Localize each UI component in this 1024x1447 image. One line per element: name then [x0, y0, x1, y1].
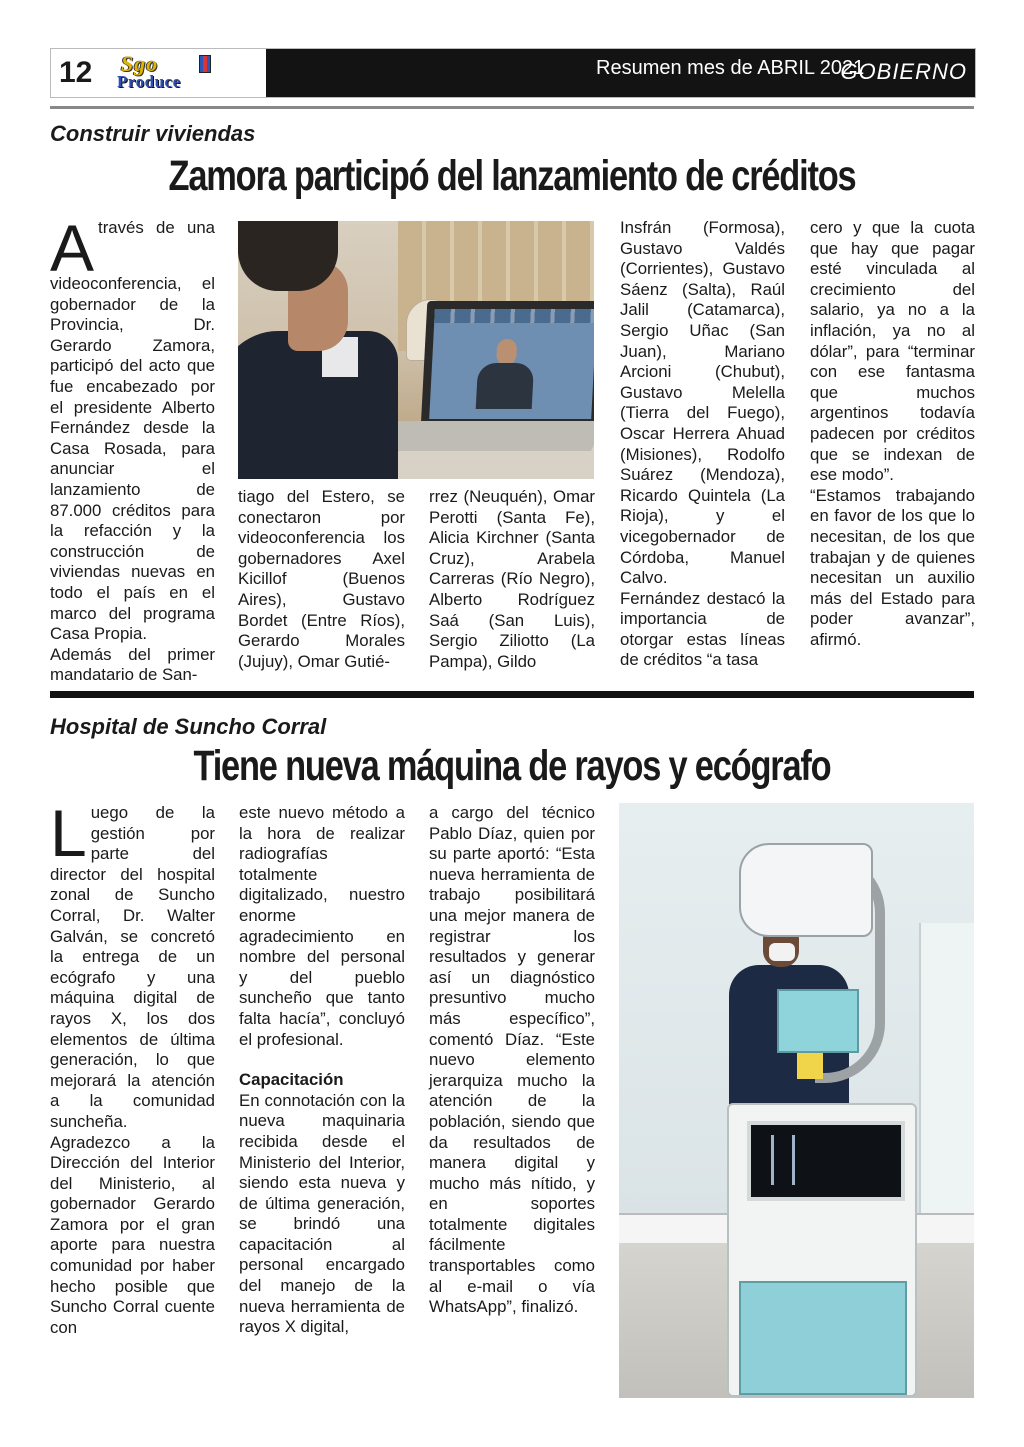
photo1-speaker: [476, 339, 536, 409]
article2-col2-p2: En connotación con la nueva maquinaria recibida desde el Ministerio del Interior, siendo esta nueva y de última generación, se brindó una capacitación al personal encargado del manejo de la nueva herramienta de rayos X digital,: [239, 1090, 405, 1337]
photo2-detector-panel: [739, 1281, 907, 1395]
page-number: 12: [59, 56, 93, 89]
article1-kicker: Construir viviendas: [50, 121, 256, 146]
photo2-xray-tube: [739, 843, 873, 937]
article1-col5-p1: cero y que la cuota que hay que pagar esté vinculada al crecimiento del salario, ya no a la inflación, ya no al dólar”, para “terminar con ese fantasma que muchos argentinos todavía padecen por créditos que se indexan de ese modo”.: [810, 218, 975, 485]
article1-col4-p1: Insfrán (Formosa), Gustavo Valdés (Corrientes), Gustavo Sáenz (Salta), Raúl Jalil (Catamarca), Sergio Uñac (San Juan), Mariano Arcioni (Chubut), Gustavo Melella (Tierra del Fuego), Oscar Herrera Ahuad (Misiones), Rodolfo Suárez (Mendoza), Ricardo Quintela (La Rioja), y el vicegobernador de Córdoba, Manuel Calvo.: [620, 218, 785, 588]
xray-machine-photo: [619, 803, 974, 1398]
logo-bottom-text: Produce: [117, 72, 181, 91]
header-left-block: [51, 49, 266, 97]
article2-headline: Tiene nueva máquina de rayos y ecógrafo: [193, 742, 831, 790]
photo1-laptop: [421, 301, 594, 429]
article2-col1-lead: uego de la gestión por parte del director del hospital zonal de Suncho Corral, Dr. Walter Galván, se concretó la entrega de un ecógrafo y una máquina digital de rayos X, los dos elementos de última generación, lo que mejorará la atención a la comunidad sunchеña.: [50, 803, 215, 1131]
article2-col2-p1: este nuevo método a la hora de realizar radiografías totalmente digitalizado, nuestro enorme agradecimiento en nombre del personal y del pueblo sunchеño que tanto falta hacía”, concluyó el profesional.: [239, 803, 405, 1049]
header-rule: [50, 106, 974, 109]
article2-kicker: Hospital de Suncho Corral: [50, 714, 327, 739]
issue-date: Resumen mes de ABRIL 2021: [596, 57, 865, 79]
photo1-laptop-screen: [429, 309, 594, 419]
article2-col3: a cargo del técnico Pablo Díaz, quien por su parte aportó: “Esta nueva herramienta de trabajo posibilitará una mejor manera de registrar los resultados y generar así un diagnóstico presuntivo mucho más específico”, comentó Díaz. “Este nuevo elemento jerarquiza mucho la atención de la población, siendo que da resultados de manera digital y mucho más nítido, y en soportes totalmente digitales fácilmente transportables como al e-mail o vía WhatsApp”, finalizó.: [429, 803, 595, 1317]
photo1-suit: [238, 331, 398, 479]
photo2-door: [919, 923, 974, 1223]
photo1-hair: [238, 221, 338, 291]
article1-col4-p2: Fernández destacó la importancia de otorgar estas líneas de créditos “a tasa: [620, 588, 785, 670]
article1-headline: Zamora participó del lanzamiento de créditos: [168, 152, 856, 200]
videoconference-photo: [238, 221, 594, 479]
article1-column-5: [810, 218, 975, 650]
article1-col2: tiago del Estero, se conectaron por videoconferencia los gobernadores Axel Kicillof (Buenos Aires), Gustavo Bordet (Entre Ríos), Gerardo Morales (Jujuy), Omar Gutié-: [238, 487, 405, 671]
photo2-skeleton-image: [771, 1135, 795, 1185]
header-bar: [266, 49, 975, 97]
photo2-face-mask: [769, 943, 795, 961]
article2-column-1: [50, 796, 215, 1338]
photo1-participant-tiles: [434, 309, 594, 323]
article-divider: [50, 691, 974, 698]
section-name: GOBIERNO: [840, 59, 967, 84]
article1-column-3: [429, 487, 595, 672]
article2-column-3: [429, 803, 595, 1318]
article2-dropcap: L: [50, 796, 87, 870]
article1-col3: rrez (Neuquén), Omar Perotti (Santa Fe), Alicia Kirchner (Santa Cruz), Arabela Carreras (Río Negro), Alberto Rodríguez Saá (San Luis), Sergio Ziliotto (La Pampa), Gildo: [429, 487, 595, 671]
article1-col1-p2: Además del primer mandatario de San-: [50, 644, 215, 685]
photo1-speaker-body: [476, 363, 534, 409]
article2-col1-p2: Agradezco a la Dirección del Interior del Ministerio, al gobernador Gerardo Zamora por el gran aporte para nuestra comunidad por haber hecho posible que Suncho Corral cuente con: [50, 1132, 215, 1337]
logo-top-text: Sgo: [121, 51, 159, 76]
publication-logo: [113, 53, 259, 93]
article1-column-2: [238, 487, 405, 672]
photo1-governor: [238, 221, 388, 479]
article1-col1-lead: través de una videoconferencia, el gobernador de la Provincia, Dr. Gerardo Zamora, participó del acto que fue encabezado por el presidente Alberto Fernández desde la Casa Rosada, para anunciar el lanzamiento de 87.000 créditos para la refacción y la construcción de viviendas nuevas en todo el país en el marco del programa Casa Propia.: [50, 218, 215, 644]
photo2-warning-label: [797, 1053, 823, 1079]
photo1-keyboard: [381, 421, 594, 451]
flag-icon: [199, 55, 211, 73]
photo2-monitor: [747, 1121, 905, 1201]
page-header: [50, 48, 976, 98]
article1-column-1: [50, 211, 215, 686]
article1-col5-p2: “Estamos trabajando en favor de los que lo necesitan, de los que trabajan y de quienes necesitan un auxilio más del Estado para poder avanzar”, afirmó.: [810, 485, 975, 649]
photo1-speaker-head: [496, 339, 517, 365]
article2-column-2: [239, 803, 405, 1338]
article2-subhead: Capacitación: [239, 1070, 344, 1090]
photo2-xray-cart: [727, 1103, 917, 1397]
article1-column-4: [620, 218, 785, 671]
photo2-control-panel: [777, 989, 859, 1053]
article1-dropcap: A: [50, 211, 95, 285]
